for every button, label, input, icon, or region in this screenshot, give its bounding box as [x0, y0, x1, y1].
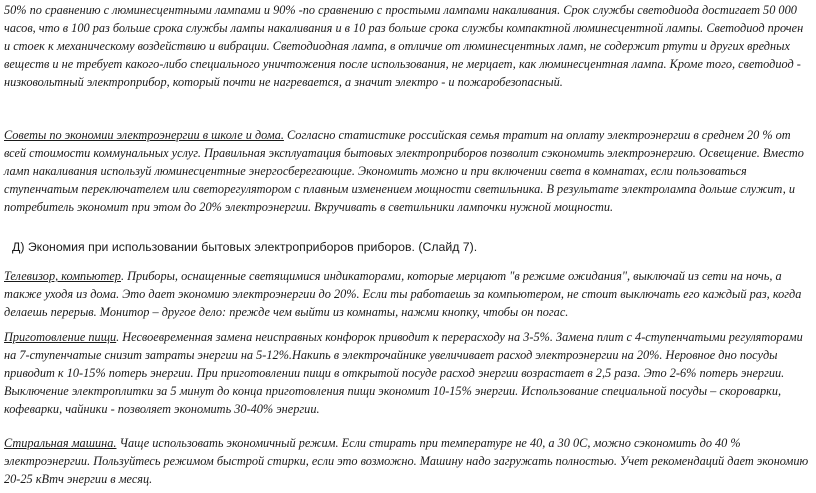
paragraph-text: 50% по сравнению с люминесцентными лампами и 90% -по сравнению с простыми лампами накаливания. Срок службы светодиода достигает 50 000 часов, что в 100 раз больше срока службы лампы накаливания и в 10 раз больше срока службы компактной люминесцентной лампы. Светодиод прочен и стоек к механическому воздействию и вибрации. Светодиодная лампа, в отличие от люминесцентных ламп, не содержит ртути и других вредных веществ и не требует какого-либо специального уничтожения после использования, не мерцает, как люминесцентная лампа. Кроме того, светодиод - низковольтный электроприбор, который почти не нагревается, а значит электро - и пожаробезопасный.	[4, 3, 804, 89]
paragraph-text: Чаще использовать экономичный режим. Если стирать при температуре не 40, а 30 0С, можно сэкономить до 40 % электроэнергии. Пользуйтесь режимом быстрой стирки, если это возможно. Машину надо загружать полностью. Учет рекомендаций дает экономию 20-25 кВтч энергии в месяц.	[4, 436, 809, 486]
paragraph-heading: Приготовление пищи	[4, 330, 117, 344]
paragraph-text: . Приборы, оснащенные светящимися индикаторами, которые мерцают "в режиме ожидания", выключай из сети на ночь, а также уходя из дома. Это дает экономию электроэнергии до 20%. Если ты работаешь за компьютером, не стоит выключать его каждый раз, когда делаешь перерыв. Монитор – другое дело: прежде чем выйти из комнаты, нажми кнопку, чтобы он погас.	[4, 269, 802, 319]
paragraph-heading: Стиральная машина.	[4, 436, 117, 450]
paragraph-heading: Советы по экономии электроэнергии в школе и дома.	[4, 128, 284, 142]
paragraph-text: Согласно статистике российская семья тратит на оплату электроэнергии в среднем 20 % от всей стоимости коммунальных услуг. Правильная эксплуатация бытовых электроприборов позволит сэкономить электроэнергию. Освещение. Вместо ламп накаливания используй люминесцентные энергосберегающие. Экономить можно и при включении света в комнатах, если пользоваться ступенчатым переключателем или светорегулятором с плавным изменением мощности светильника. В результате электролампа дольше служит, и потребитель экономит при этом до 20% электроэнергии. Вкручивать в светильники лампочки нужной мощности.	[4, 128, 804, 214]
section-heading-text: Д) Экономия при использовании бытовых электроприборов приборов. (Слайд 7).	[12, 240, 478, 254]
paragraph-heading: Телевизор, компьютер	[4, 269, 121, 283]
paragraph-energy-saving-tips	[4, 126, 810, 216]
paragraph-text: . Несвоевременная замена неисправных конфорок приводит к перерасходу на 3-5%. Замена плит с 4-ступенчатыми регуляторами на 7-ступенчатые снизит затраты энергии на 5-12%.Накипь в электрочайнике увеличивает расход электроэнергии на 20%. Неровное дно посуды приводит к 10-15% потерь энергии. При приготовлении пищи в открытой посуде расход энергии возрастает в 2,5 раза. Это 2-6% потерь энергии. Выключение электроплитки за 5 минут до конца приготовления пищи экономит 10-15% энергии. Использование специальной посуды – скороварки, кофеварки, чайники - позволяет экономить 30-40% энергии.	[4, 330, 803, 416]
paragraph-led-benefits	[4, 1, 810, 91]
paragraph-washing-machine	[4, 434, 810, 488]
paragraph-cooking	[4, 328, 810, 418]
section-heading-appliances	[12, 238, 810, 256]
paragraph-tv-computer	[4, 267, 810, 321]
